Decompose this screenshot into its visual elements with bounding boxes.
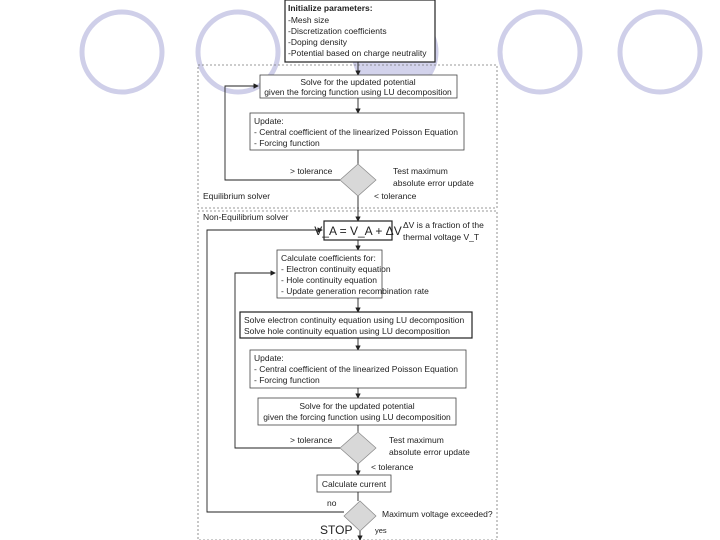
solve-cont-line: Solve hole continuity equation using LU decomposition [244, 326, 451, 336]
va-note: ΔV is a fraction of the [403, 220, 484, 230]
eq-update-box [250, 113, 464, 150]
neq-gt-label: > tolerance [290, 435, 333, 445]
neq-test-label: absolute error update [389, 447, 470, 457]
init-item: -Potential based on charge neutrality [288, 48, 427, 58]
equilibrium-solver-label: Equilibrium solver [203, 191, 271, 201]
nonequilibrium-solver-label: Non-Equilibrium solver [203, 212, 289, 222]
neq-update-line: - Forcing function [254, 375, 320, 385]
yes-label: yes [375, 526, 387, 535]
calc-coefficients-box [277, 250, 429, 298]
eq-solve-box [260, 75, 457, 98]
eq-update-line: - Central coefficient of the linearized Poisson Equation [254, 127, 458, 137]
eq-update-line: Update: [254, 116, 284, 126]
va-note: thermal voltage V_T [403, 232, 480, 242]
init-item: -Mesh size [288, 15, 330, 25]
neq-update-line: Update: [254, 353, 284, 363]
calc-line: Calculate coefficients for: [281, 253, 376, 263]
eq-solve-line: given the forcing function using LU decomposition [264, 87, 452, 97]
decorative-circle [500, 12, 580, 92]
calc-line: - Update generation recombination rate [281, 286, 429, 296]
neq-lt-label: < tolerance [371, 462, 414, 472]
neq-solve-box [258, 398, 456, 425]
max-voltage-label: Maximum voltage exceeded? [382, 509, 493, 519]
init-item: -Doping density [288, 37, 348, 47]
va-equation: V_A = V_A + ΔV [314, 224, 402, 238]
neq-update-box [250, 350, 466, 388]
neq-decision [340, 432, 376, 464]
init-title: Initialize parameters: [288, 3, 373, 13]
eq-lt-label: < tolerance [374, 191, 417, 201]
neq-solve-line: given the forcing function using LU decomposition [263, 412, 451, 422]
decorative-circle [82, 12, 162, 92]
eq-test-label: absolute error update [393, 178, 474, 188]
calculate-current-label: Calculate current [321, 479, 387, 489]
eq-gt-label: > tolerance [290, 166, 333, 176]
solve-cont-line: Solve electron continuity equation using LU decomposition [244, 315, 465, 325]
decorative-circle [620, 12, 700, 92]
solve-continuity-box [240, 312, 472, 338]
stop-label: STOP [320, 523, 353, 537]
neq-solve-line: Solve for the updated potential [299, 401, 415, 411]
no-label: no [327, 498, 337, 508]
calc-line: - Electron continuity equation [281, 264, 391, 274]
calc-line: - Hole continuity equation [281, 275, 377, 285]
eq-solve-line: Solve for the updated potential [300, 77, 416, 87]
eq-decision [340, 164, 376, 196]
calculate-current-box [317, 475, 391, 492]
eq-test-label: Test maximum [393, 166, 448, 176]
init-item: -Discretization coefficients [288, 26, 387, 36]
va-box [314, 221, 401, 240]
neq-test-label: Test maximum [389, 435, 444, 445]
neq-update-line: - Central coefficient of the linearized Poisson Equation [254, 364, 458, 374]
init-box [285, 0, 435, 62]
eq-update-line: - Forcing function [254, 138, 320, 148]
